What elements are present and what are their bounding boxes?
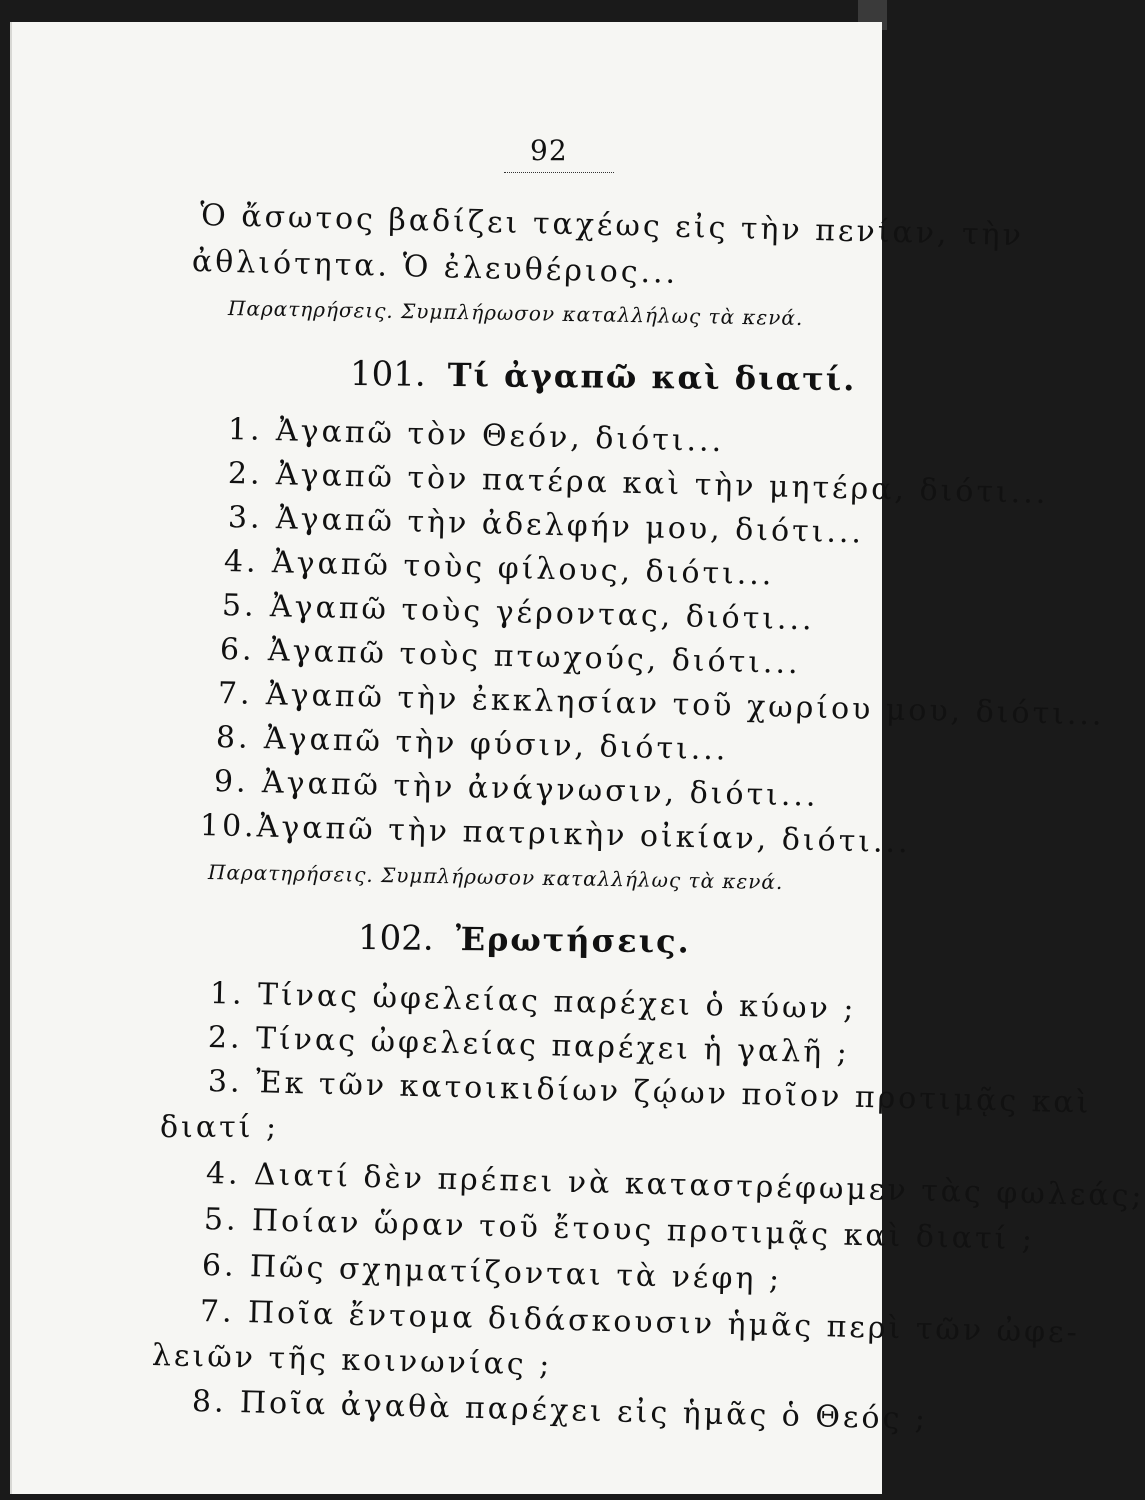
- item-text: Ποίαν ὥραν τοῦ ἔτους προτιμᾷς καὶ διατί ;: [251, 1203, 1036, 1258]
- item-text: Ποῖα ἔντομα διδάσκουσιν ἡμᾶς περὶ τῶν ὠφε-: [247, 1295, 1081, 1351]
- item-text: Ἀγαπῶ τὴν ἀδελφήν μου, διότι...: [275, 501, 865, 551]
- item-number: 4.: [223, 544, 260, 580]
- item-text: Ἀγαπῶ τὴν ἀνάγνωσιν, διότι...: [261, 765, 819, 814]
- section-101-heading: [350, 354, 857, 399]
- item-text: Διατί δὲν πρέπει νὰ καταστρέφωμεν τὰς φωλεάς;: [253, 1157, 1145, 1214]
- item-number: 5.: [221, 588, 258, 624]
- item-text: Τίνας ὠφελείας παρέχει ἡ γαλῆ ;: [255, 1021, 851, 1071]
- item-number: 9.: [213, 764, 250, 800]
- item-text: Ἀγαπῶ τὸν πατέρα καὶ τὴν μητέρα, διότι...: [275, 457, 1049, 512]
- list-item: [222, 588, 815, 637]
- list-item: [200, 808, 912, 860]
- section-101-number: 101.: [349, 354, 426, 395]
- intro-line-2: ἀθλιότητα. Ὁ ἐλευθέριος...: [191, 244, 679, 291]
- list-item: [204, 1202, 1036, 1257]
- list-item: [228, 500, 865, 551]
- item-number: 6.: [219, 632, 256, 668]
- item-number: 8.: [191, 1384, 228, 1420]
- item-number: 6.: [201, 1248, 238, 1284]
- book-page: [10, 22, 1145, 1494]
- list-item: [210, 976, 857, 1027]
- list-item-continuation: λειῶν τῆς κοινωνίας ;: [151, 1338, 553, 1383]
- item-number: 1.: [209, 976, 246, 1012]
- list-item: [202, 1248, 783, 1297]
- list-item: [214, 764, 819, 814]
- note-2: Παρατηρήσεις. Συμπλήρωσον καταλλήλως τὰ κενά.: [207, 860, 784, 895]
- item-text: Ἀγαπῶ τοὺς γέροντας, διότι...: [269, 589, 816, 638]
- item-number: 7.: [217, 676, 254, 712]
- item-text: Τίνας ὠφελείας παρέχει ὁ κύων ;: [257, 977, 857, 1027]
- item-number: 3.: [227, 500, 264, 536]
- item-text: Ἀγαπῶ τὴν φύσιν, διότι...: [263, 721, 729, 768]
- item-text: Ἀγαπῶ τὴν ἐκκλησίαν τοῦ χωρίου μου, διότι...: [265, 677, 1105, 733]
- item-text: Ἀγαπῶ τὴν πατρικὴν οἰκίαν, διότι...: [256, 809, 912, 861]
- list-item: [216, 720, 729, 768]
- list-item: [220, 632, 801, 681]
- page-number-rule: [504, 172, 614, 173]
- list-item: [208, 1020, 851, 1071]
- item-number: 8.: [215, 720, 252, 756]
- item-text: Ἀγαπῶ τὸν Θεόν, διότι...: [275, 413, 725, 460]
- item-number: 2.: [227, 456, 264, 492]
- section-102-number: 102.: [357, 918, 434, 959]
- item-number: 7.: [199, 1294, 236, 1330]
- item-number: 3.: [207, 1064, 244, 1100]
- section-102-heading: [358, 918, 691, 961]
- item-text: Ἀγαπῶ τοὺς φίλους, διότι...: [271, 545, 775, 593]
- page-number: 92: [530, 134, 568, 167]
- section-101-title: Τί ἀγαπῶ καὶ διατί.: [447, 356, 857, 399]
- item-number: 5.: [203, 1202, 240, 1238]
- item-number: 10.: [199, 808, 258, 845]
- intro-line-1: Ὁ ἄσωτος βαδίζει ταχέως εἰς τὴν πενίαν, τὴν: [199, 198, 1025, 254]
- list-item-continuation: διατί ;: [160, 1110, 280, 1145]
- section-102-title: Ἐρωτήσεις.: [455, 920, 691, 961]
- item-number: 2.: [207, 1020, 244, 1056]
- note-1: Παρατηρήσεις. Συμπλήρωσον καταλλήλως τὰ κενά.: [227, 296, 804, 331]
- item-number: 1.: [227, 412, 264, 448]
- item-text: Πῶς σχηματίζονται τὰ νέφη ;: [249, 1249, 783, 1298]
- item-text: Ἀγαπῶ τοὺς πτωχούς, διότι...: [267, 633, 802, 682]
- item-text: Ποῖα ἀγαθὰ παρέχει εἰς ἡμᾶς ὁ Θεός ;: [239, 1385, 929, 1437]
- scan-border-top: [0, 0, 887, 20]
- item-text: Ἐκ τῶν κατοικιδίων ζῴων ποῖον προτιμᾷς καὶ: [255, 1065, 1092, 1121]
- item-number: 4.: [205, 1156, 242, 1192]
- list-item: [208, 1064, 1092, 1121]
- list-item: [224, 544, 775, 592]
- list-item: [192, 1384, 929, 1437]
- list-item: [228, 412, 725, 459]
